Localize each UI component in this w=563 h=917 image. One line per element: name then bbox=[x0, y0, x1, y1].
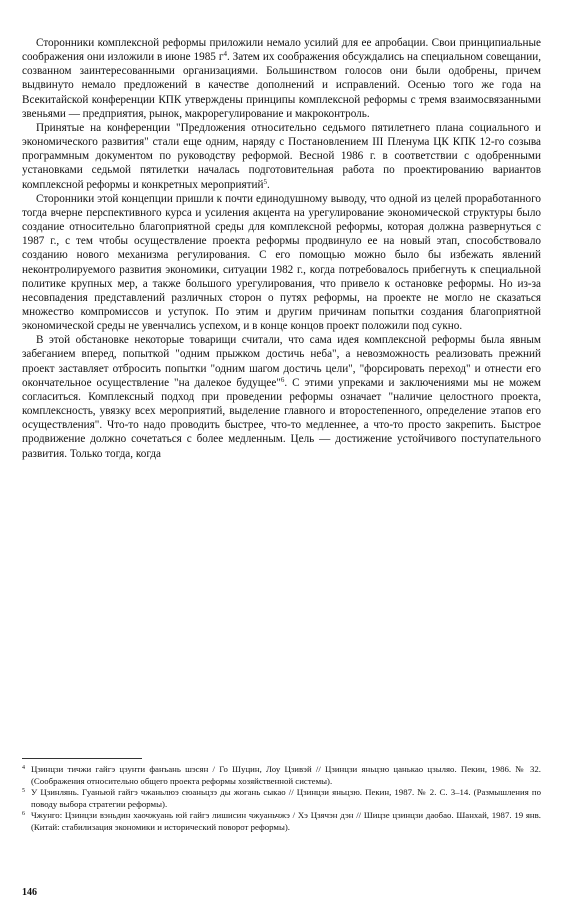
paragraph-text: Принятые на конференции "Предложения относительно седьмого пятилетнего плана социального и экономического развития" стали еще одним, наряду с Постановлением III Пленума ЦК КПК 12-го созыва программным документом по руководству реформой. Весной 1986 г. в соответствии с одобренными установками седьмой пятилетки началась подготовительная работа по проектированию вариантов комплексной реформы и конкретных мероприятий bbox=[22, 121, 541, 191]
paragraph bbox=[22, 36, 541, 121]
footnotes bbox=[22, 764, 541, 834]
paragraph-text: В этой обстановке некоторые товарищи считали, что сама идея комплексной реформы была явным забеганием вперед, попыткой "одним прыжком достичь неба", а невозможность реализовать прежний проект заставляет отбросить попытки "одним шагом достичь цели", "форсировать переход" и отнести его окончательное осуществление "на далекое будущее" bbox=[22, 334, 541, 389]
footnote: 6 Чжунго: Цзинцзи вэньдин хаочжуань юй гайгэ лишисин чжуаньчжэ / Хэ Цзячэн дэн // Шицзе цзинцзи даобао. Шанхай, 1987. 19 янв. (Китай: стабилизация экономики и исторический поворот реформы). bbox=[22, 810, 541, 832]
paragraph-text: . С этими упреками и заключениями мы не можем согласиться. Комплексный подход при проведении реформы означает "наличие целостного проекта, комплексность, увязку всех мероприятий, выделение главного и второстепенного, определение этапов его осуществления". Что-то надо проводить быстрее, что-то медленнее, а что-то просто закрепить. Быстрое продвижение должно сочетаться с более медленным. Цель — достижение устойчивого поступательного развития. Только тогда, когда bbox=[22, 376, 541, 460]
footnote-text: У Цзинлянь. Гуаньюй гайгэ чжаньлюэ сюаньцзэ ды жогань сыкао // Цзинцзи яньцзю. Пекин, 1987. № 2. С. 3–14. (Размышления по поводу выбора стратегии реформы). bbox=[31, 787, 541, 809]
body-text bbox=[22, 36, 541, 461]
footnote: 4 Цзинцзи тичжи гайгэ цзунти фанъань шэсян / Го Шуцин, Лоу Цзивэй // Цзинцзи яньцзю цанькао цзыляо. Пекин, 1986. № 32. (Соображения относительно общего проекта реформы хозяйственной системы). bbox=[22, 764, 541, 786]
footnote-text: Чжунго: Цзинцзи вэньдин хаочжуань юй гайгэ лишисин чжуаньчжэ / Хэ Цзячэн дэн // Шицзе цзинцзи даобао. Шанхай, 1987. 19 янв. (Китай: стабилизация экономики и исторический поворот реформы). bbox=[31, 810, 541, 832]
paragraph-text: . bbox=[267, 178, 270, 191]
footnote-ref[interactable]: 4 bbox=[223, 50, 227, 59]
paragraph bbox=[22, 333, 541, 460]
footnote-ref[interactable]: 5 bbox=[263, 177, 268, 186]
paragraph bbox=[22, 192, 541, 334]
paragraph-text: Сторонники этой концепции пришли к почти единодушному выводу, что одной из целей проработанного тогда вчерне перспективного курса и усиления акцента на урегулирование экономической структуры было создание относительно благоприятной среды для комплексной реформы, которая должна развернуться с 1987 г., с тем чтобы осуществление проекта реформы продвинуло ее на новый этап, способствовало созданию нового механизма регулирования. С его помощью можно было бы избежать явлений неконтролируемого развития экономики, ситуации 1982 г., когда потребовалось прибегнуть к специальной политике крупных мер, а также большого урегулирования, что привело к остановке реформы. Но из-за несовпадения представлений различных сторон о путях реформы, на проекте не могло не сказаться множество компромиссов и уступок. По этим и другим причинам попытки создания благоприятной экономической среды не увенчались успехом, и в конце концов проект положили под сукно. bbox=[22, 192, 541, 333]
footnote-ref[interactable]: 6 bbox=[280, 375, 285, 384]
footnote: 5 У Цзинлянь. Гуаньюй гайгэ чжаньлюэ сюаньцзэ ды жогань сыкао // Цзинцзи яньцзю. Пекин, 1987. № 2. С. 3–14. (Размышления по поводу выбора стратегии реформы). bbox=[22, 787, 541, 809]
paragraph bbox=[22, 121, 541, 192]
page-number: 146 bbox=[22, 887, 37, 898]
paragraph-text: . Затем их соображения обсуждались на специальном совещании, созванном заинтересованными организациями. Большинством голосов они были одобрены, причем выдвинуто немало предложений в качестве дополнений и исправлений. Осенью того же года на Всекитайской конференции КПК утверждены принципы комплексной реформы с тремя взаимосвязанными звеньями — предприятия, рынок, макрорегулирование и макроконтроль. bbox=[22, 51, 541, 120]
paragraph-text: Сторонники комплексной реформы приложили немало усилий для ее апробации. Свои принципиальные соображения они изложили в июне 1985 г bbox=[22, 37, 541, 64]
footnote-divider bbox=[22, 758, 142, 759]
footnote-text: Цзинцзи тичжи гайгэ цзунти фанъань шэсян / Го Шуцин, Лоу Цзивэй // Цзинцзи яньцзю цанькао цзыляо. Пекин, 1986. № 32. (Соображения относительно общего проекта реформы хозяйственной системы). bbox=[31, 764, 541, 786]
